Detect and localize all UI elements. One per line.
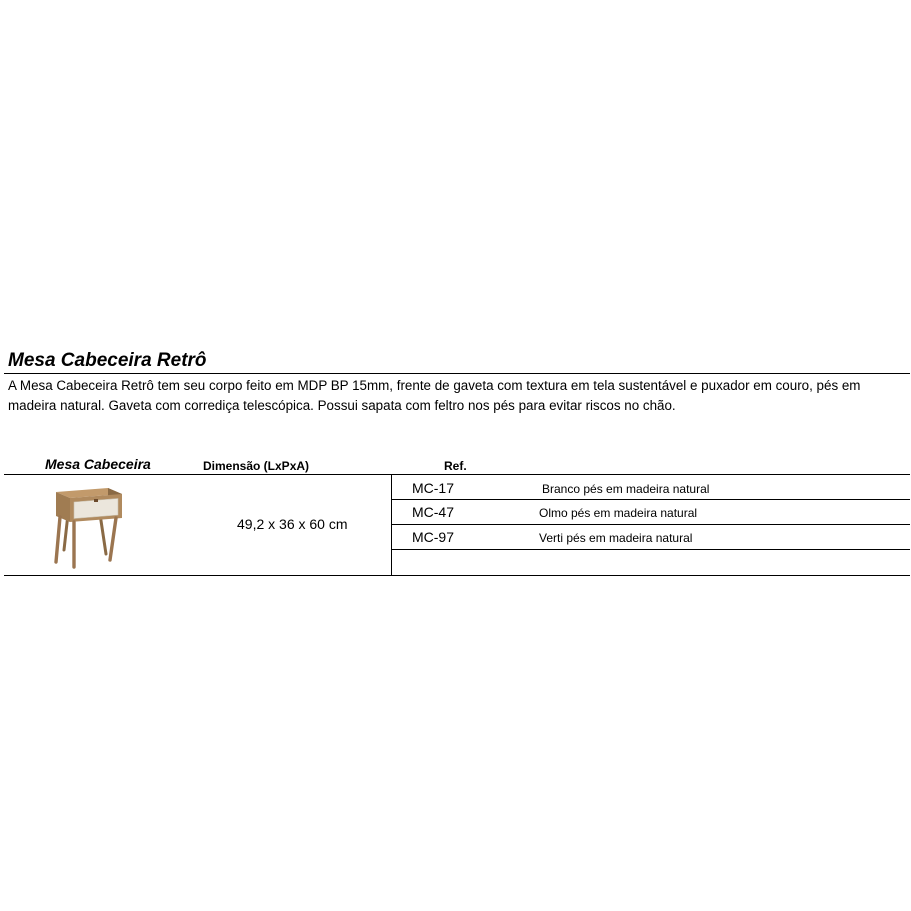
header-dimension: Dimensão (LxPxA): [203, 459, 310, 473]
document-title: Mesa Cabeceira Retrô: [8, 350, 207, 371]
title-underline: [4, 373, 910, 374]
header-product: Mesa Cabeceira: [45, 456, 151, 472]
row-divider-2: [391, 524, 910, 525]
table-top-rule: [4, 474, 910, 475]
nightstand-image: [50, 484, 130, 572]
ref-finish-2: Olmo pés em madeira natural: [539, 506, 698, 520]
product-description: A Mesa Cabeceira Retrô tem seu corpo feito em MDP BP 15mm, frente de gaveta com textura em tela sustentável e puxador em couro, pés em madeira natural. Gaveta com corrediça telescópica. Possui sapata com feltro nos pés para evitar riscos no chão.: [8, 378, 861, 413]
ref-finish-1: Branco pés em madeira natural: [542, 482, 710, 496]
table-bottom-rule: [4, 575, 910, 576]
ref-finish-3: Verti pés em madeira natural: [539, 531, 693, 545]
ref-code-3: MC-97: [412, 529, 455, 545]
ref-code-1: MC-17: [412, 480, 455, 496]
header-ref: Ref.: [444, 459, 467, 473]
row-divider-1: [391, 499, 910, 500]
ref-code-2: MC-47: [412, 504, 455, 520]
row-divider-3: [391, 549, 910, 550]
dimension-value: 49,2 x 36 x 60 cm: [237, 516, 348, 532]
